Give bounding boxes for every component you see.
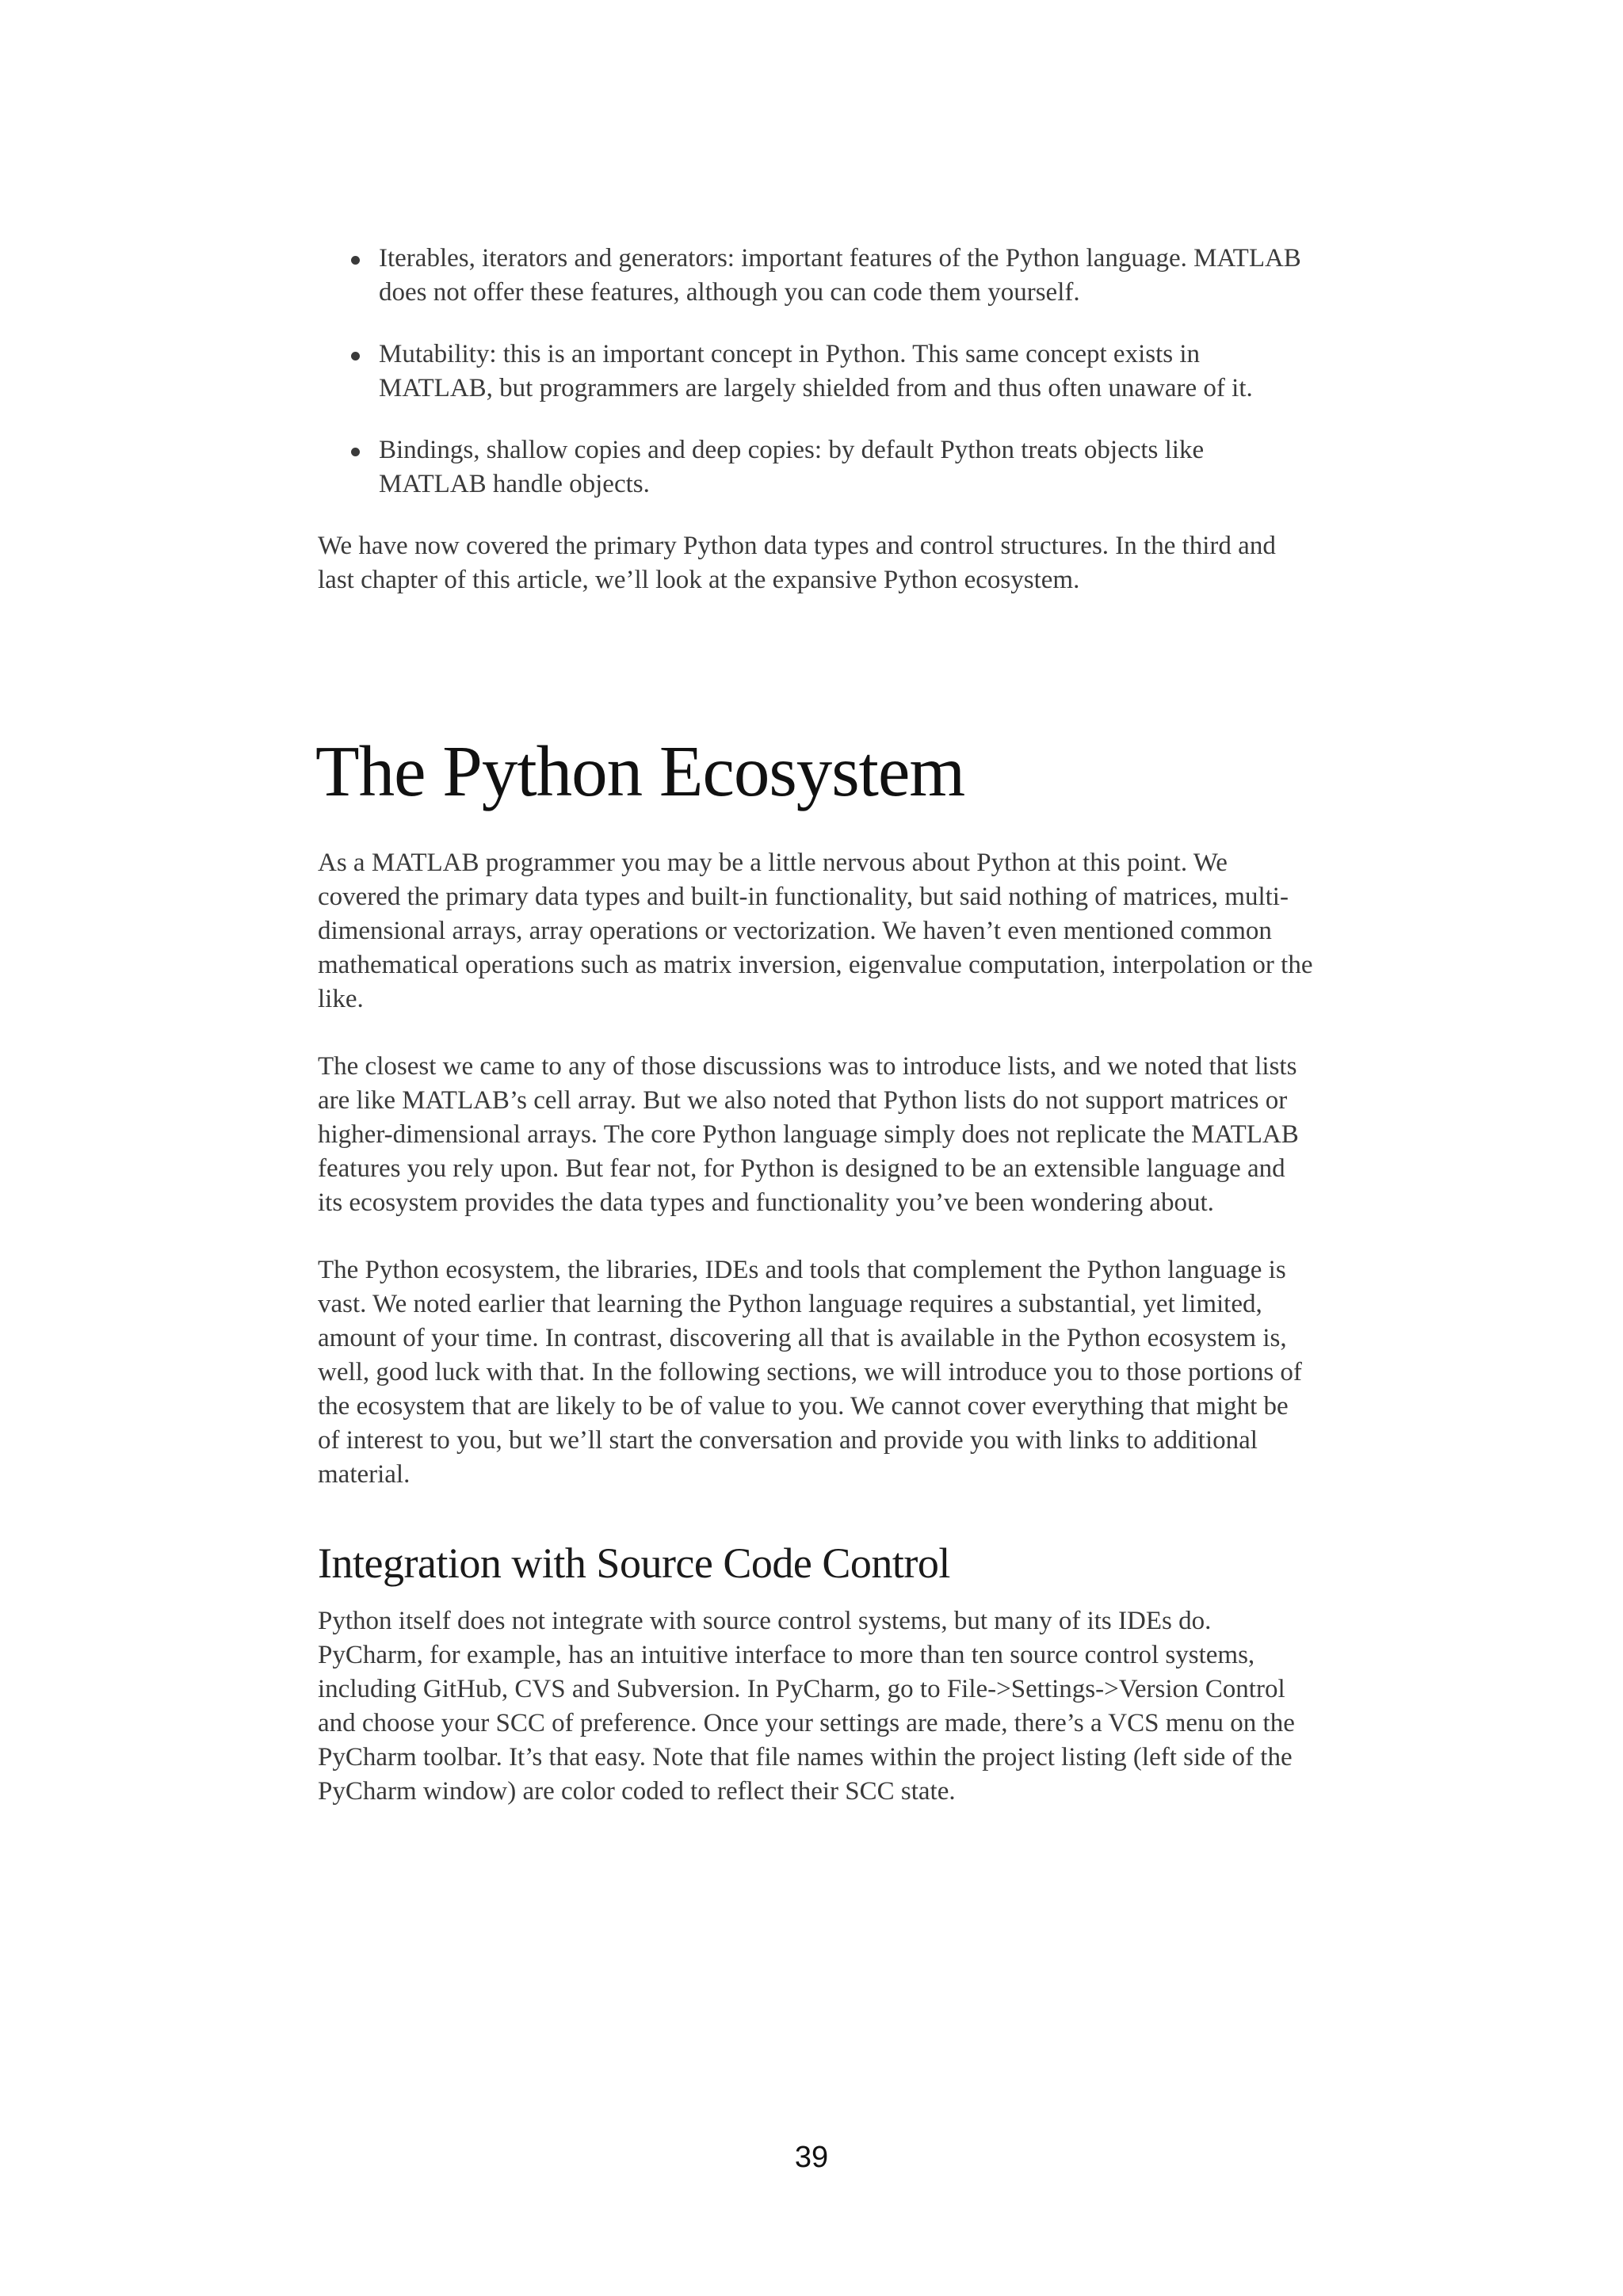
bullet-list xyxy=(318,242,1316,502)
chapter-paragraph-1: As a MATLAB programmer you may be a little nervous about Python at this point. We covered the primary data types and built-in functionality, but said nothing of matrices, multi-dimensional arrays, array operations or vectorization. We haven’t even mentioned common mathematical operations such as matrix inversion, eigenvalue computation, interpolation or the like. xyxy=(318,849,1313,1013)
page-content xyxy=(315,242,1316,1842)
chapter-title: The Python Ecosystem xyxy=(315,731,965,811)
section-title: Integration with Source Code Control xyxy=(318,1539,950,1587)
bullet-item-bindings: Bindings, shallow copies and deep copies: by default Python treats objects like MATLAB handle objects. xyxy=(318,433,1316,502)
page-number: 39 xyxy=(794,2141,829,2174)
chapter-paragraph-3: The Python ecosystem, the libraries, IDEs and tools that complement the Python language is vast. We noted earlier that learning the Python language requires a substantial, yet limited, amount of your time. In contrast, discovering all that is available in the Python ecosystem is, well, good luck with that. In the following sections, we will introduce you to those portions of the ecosystem that are likely to be of value to you. We cannot cover everything that might be of interest to you, but we’ll start the conversation and provide you with links to additional material. xyxy=(318,1256,1302,1489)
intro-paragraph: We have now covered the primary Python data types and control structures. In the third and last chapter of this article, we’ll look at the expansive Python ecosystem. xyxy=(318,532,1276,594)
bullet-item-mutability: Mutability: this is an important concept in Python. This same concept exists in MATLAB, but programmers are largely shielded from and thus often unaware of it. xyxy=(318,338,1316,406)
chapter-paragraph-2: The closest we came to any of those discussions was to introduce lists, and we noted that lists are like MATLAB’s cell array. But we also noted that Python lists do not support matrices or higher-dimensional arrays. The core Python language simply does not replicate the MATLAB features you rely upon. But fear not, for Python is designed to be an extensible language and its ecosystem provides the data types and functionality you’ve been wondering about. xyxy=(318,1052,1299,1217)
section-paragraph: Python itself does not integrate with source control systems, but many of its IDEs do. PyCharm, for example, has an intuitive interface to more than ten source control systems, including GitHub, CVS and Subversion. In PyCharm, go to File->Settings->Version Control and choose your SCC of preference. Once your settings are made, there’s a VCS menu on the PyCharm toolbar. It’s that easy. Note that file names within the project listing (left side of the PyCharm window) are color coded to reflect their SCC state. xyxy=(318,1607,1295,1806)
bullet-item-iterables: Iterables, iterators and generators: important features of the Python language. MATLAB does not offer these features, although you can code them yourself. xyxy=(318,242,1316,310)
